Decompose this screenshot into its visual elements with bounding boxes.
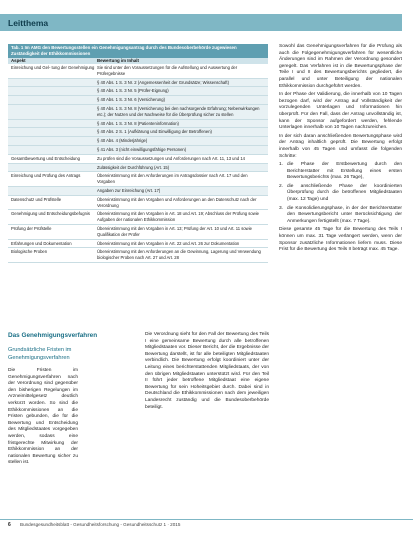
table-row [8,240,268,249]
table-cell-assessment: § 40 Abs. 1 S. 3 Nr. 5 (Prüfer-Eignung) [97,88,169,94]
table-cell-assessment: § 40 Abs. 1 S. 3 Nr. 2 (Angemessenheit der Grundsätze; Wissenschaft) [97,79,229,85]
table-row [8,64,268,79]
table-cell-aspect: Biologische Proben [11,249,48,255]
table-row [8,96,268,105]
journal-footer: Bundesgesundheitsblatt - Gesundheitsforschung - Gesundheitsschutz 1 · 2015 [20,522,181,527]
table-cell-aspect: Gesamtbewertung und Entscheidung [11,155,80,161]
table-row [8,187,268,196]
table-cell-assessment: Übereinstimmung mit den Vorgaben in Art. 22 und Art. 26 zur Dokumentation [97,240,240,246]
table-row [8,87,268,96]
footer-rule [0,519,413,520]
table-cell-aspect [11,80,97,86]
table-cell-assessment: § 40 Abs. 1 S. 3 Nr. 8 (Versicherung bei den nachsorgende Erfahrung; Nebenwirkungen etc.); der Nutzen und der Nachweise für die Überprüfung sicher zu stellen [97,105,260,117]
table-row [8,105,268,120]
banner-label: Leitthema [8,18,49,28]
table-row [8,196,268,211]
table-title: Tab. 1 Im AMG den Bewertungsstellen ein Genehmigungsantrag durch des Bundesoberbehörde zugewiesen Zuständigkeit der Ethikkommissionen [8,44,268,58]
overview-table [8,44,268,263]
table-cell-assessment: Sie sind unter den Voraussetzungen für die Aufstellung und Auswertung der Prüfergebnisse [97,65,238,76]
table-cell-assessment: Übereinstimmung mit den Vorgaben in Art. 13; Prüfung der Art. 10 und Art. 11 sowie Qualifikation der Prüfer [97,225,252,237]
table-row [8,155,268,164]
table-row [8,225,268,240]
table-cell-aspect: Einreichung und Prüfung des Antrags [11,173,81,179]
paragraph: Sowohl das Genehmigungsverfahren für die Prüfung als auch die Folgegenehmigungsverfahren für wesentliche Änderungen sind im Rahmen der Verordnung gesondert geregelt. Das Verfahren ist in die Bewertungsphase der Teile I und II des Bewertungsberichts gegliedert, die parallel und unter Beteiligung der nationalen Ethikkommission durchgeführt werden. [279,44,402,89]
table-cell-aspect [11,97,97,103]
table-cell-aspect: Prüfung der Prüfstelle [11,225,52,231]
numbered-list [279,162,402,225]
table-row [8,210,268,225]
list-item: 2. die anschließende Phase der koordinierten Überprüfung durch die betroffenen Mitgliedstaaten (max. 12 Tage) und [279,183,402,203]
table-cell-assessment: § 40 Abs. 1 S. 3 Nr. 8 (Patienteninformation) [97,120,179,126]
column-header-assessment: Bewertung im Inhalt [97,58,139,63]
table-row [8,248,268,263]
middle-column-text: Die Verordnung sieht für den Fall der Bewertung des Teils I eine gemeinsame Bewertung durch alle betroffenen Mitgliedstaaten vor. Dieser Bericht, der die Ergebnisse der Bewertung darstellt, ist für alle beteiligten Mitgliedstaaten verbindlich. Die Bewertung erfolgt koordiniert unter der Leitung eines berichterstattenden Mitgliedstaats, der von den übrigen Mitgliedstaaten unterstützt wird. Für den Teil II führt jeder betroffene Mitgliedstaat eine eigene Bewertung für sein Hoheitsgebiet durch. Dabei sind in Deutschland die Ethikkommissionen nach dem jeweiligen Landesrecht zuständig und die Bundesoberbehörde beteiligt. [145,332,269,410]
right-column-text [279,44,402,256]
table-cell-assessment: Übereinstimmung mit den Anforderungen im Antragsdossier nach Art. 17 und den Vorgaben [97,173,248,185]
table-cell-assessment: § 40 Abs. 4 (Minderjährige) [97,138,148,144]
table-row [8,172,268,187]
section-heading: Das Genehmigungsverfahren [8,332,98,339]
table-row [8,79,268,88]
paragraph: In der Phase der Validierung, die innerhalb von 10 Tagen bezogen darf, wird der Antrag auf Vollständigkeit der vorzulegenden Unterlagen und Informationen hin überprüft. Für den Fall, dass der Antrag unvollständig ist, kann der Sponsor aufgefordert werden, fehlende Unterlagen innerhalb von 10 Tagen nachzureichen. [279,92,402,131]
paragraph: In der sich daran anschließenden Bewertungsphase wird der Antrag inhaltlich geprüft. Die Bewertung erfolgt innerhalb von 45 Tagen und umfasst die folgenden Schritte: [279,133,402,159]
subsection-heading: Grundsätzliche Fristen im Genehmigungsverfahren [8,347,72,361]
table-cell-aspect [11,138,97,144]
table-cell-aspect [11,121,97,127]
table-cell-aspect [11,188,97,194]
table-cell-aspect: Einreichung und Gel- tung der Genehmigung [11,65,95,70]
left-column-text: Die Fristen im Genehmigungsverfahren nach der Verordnung sind gegenüber den bisherigen Regelungen im Arzneimittelgesetz deutlich verkürzt worden. So sind die Ethikkommissionen an die Fristen gebunden, die für die Bewertung und Entscheidung des Mitgliedstaates vorgegeben werden, sodass eine fristgerechte Mitwirkung der Ethikkommission an der nationalen Bewertung sicher zu stellen ist. [8,368,78,466]
table-cell-aspect: Genehmigung und Entscheidungsbefugnis [11,211,90,217]
table-cell-assessment: Zu prüfen sind die Voraussetzungen und Anforderungen nach Art. 11, 13 und 14 [97,155,245,161]
table-body [8,64,268,263]
table-cell-assessment: Angaben zur Einreichung (Art. 17) [97,187,161,193]
table-cell-assessment: § 41 Abs. 3 (nicht einwilligungsfähige Personen) [97,146,187,152]
paragraph: Diese gesamte 45 Tage für die Bewertung des Teils I können um max. 31 Tage verlängert werden, wenn der Sponsor zusätzliche Informationen liefern muss. Diese Frist für die Bewertung des Teils II beträgt max. 45 Tage. [279,227,402,253]
table-cell-aspect: Erfahrungen und Dokumentation [11,240,72,246]
table-row [8,120,268,129]
table-cell-aspect [11,129,97,135]
table-row [8,164,268,173]
table-cell-assessment: Übereinstimmung mit den Vorgaben und Anforderungen an den Datenschutz nach der Verordnung [97,196,257,208]
column-header-aspect: Aspekt [11,58,26,63]
table-cell-aspect: Datenschutz und Prüfstelle [11,196,62,202]
table-cell-assessment: Zulässigkeit der Durchführung (Art. 15) [97,164,170,170]
page-number: 6 [8,522,11,528]
table-column-headers [8,58,268,64]
list-item: 1. die Phase der Erstbewertung durch den Berichterstatter mit Erstellung eines ersten Bewertungsberichts (max. 26 Tage), [279,162,402,181]
table-cell-assessment: Übereinstimmung mit den Vorgaben in Art. 18 und Art. 19; Abschluss der Prüfung sowie Aufgaben der nationalen Ethikkommission [97,211,260,223]
table-cell-assessment: § 40 Abs. 1 S. 3 Nr. 6 (Versicherung) [97,97,165,103]
table-cell-aspect [11,88,97,94]
table-cell-aspect [11,147,97,153]
table-cell-aspect [11,106,97,118]
table-row [8,128,268,137]
list-item: 3. die Konsolidierungsphase, in der der Berichterstatter den Bewertungsbericht unter Berücksichtigung der Anmerkungen fertigstellt (max. 7 Tage). [279,205,402,224]
table-row [8,146,268,155]
table-row [8,137,268,146]
table-cell-assessment: § 40 Abs. 2 S. 1 (Aufklärung und Einwilligung der Betroffenen) [97,129,212,135]
table-cell-aspect [11,165,97,171]
table-cell-assessment: Übereinstimmung mit den Anforderungen an die Gewinnung, Lagerung und Verwendung biologischer Proben nach Art. 27 und Art. 28 [97,249,261,261]
section-banner [0,14,402,31]
